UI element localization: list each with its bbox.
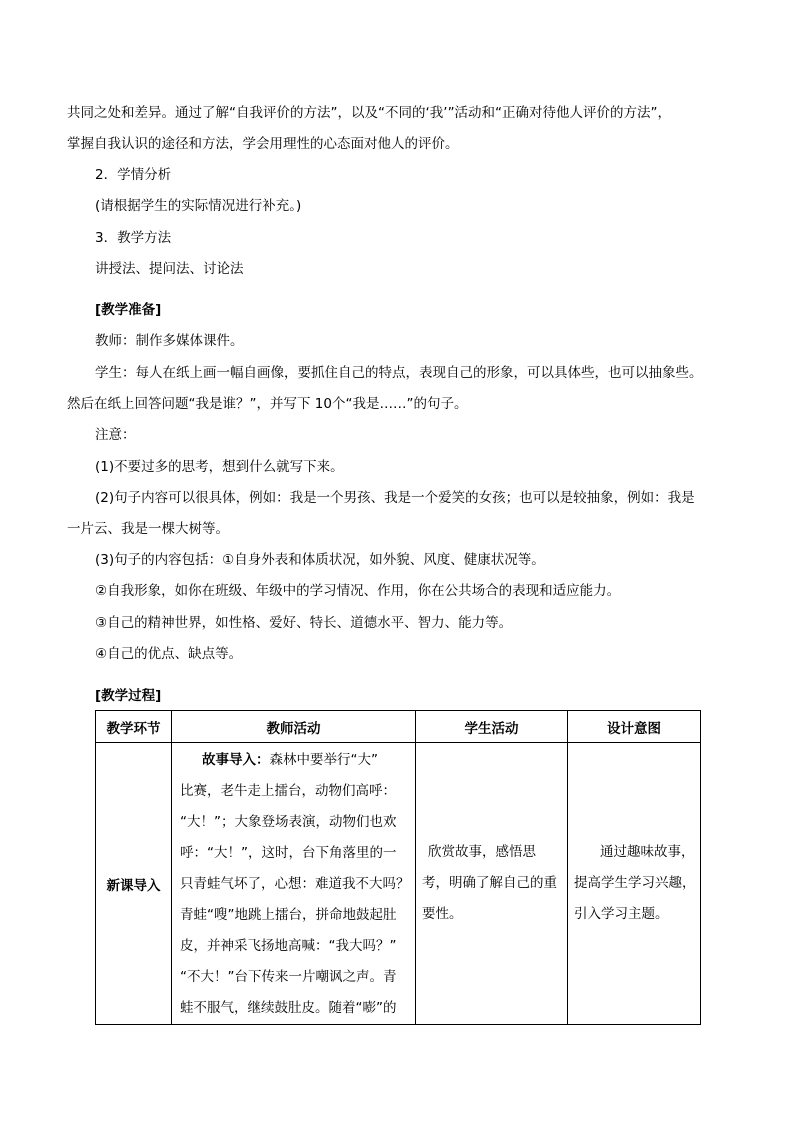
intro-line-2: 掌握自我认识的途径和方法，学会用理性的心态面对他人的评价。 bbox=[67, 136, 459, 152]
prep-teacher: 教师：制作多媒体课件。 bbox=[95, 333, 244, 349]
header-teacher-activity: 教师活动 bbox=[172, 711, 416, 743]
teacher-line: “大！”；大象登场表演，动物们也欢 bbox=[180, 814, 397, 830]
table-row bbox=[96, 743, 701, 1025]
prep-note-3c: ③自己的精神世界，如性格、爱好、特长、道德水平、智力、能力等。 bbox=[95, 615, 513, 631]
teacher-activity-cell bbox=[172, 743, 416, 1025]
teacher-line: 呼：“大！”，这时，台下角落里的一 bbox=[180, 845, 397, 861]
header-design-intent: 设计意图 bbox=[568, 711, 701, 743]
intent-line: 引入学习主题。 bbox=[574, 906, 669, 922]
student-line: 考，明确了解自己的重 bbox=[422, 875, 557, 891]
process-table-header-row bbox=[96, 711, 701, 743]
section-learning-analysis-body: (请根据学生的实际情况进行补充。) bbox=[95, 198, 302, 214]
teacher-line: 只青蛙气坏了，心想：难道我不大吗？ bbox=[180, 876, 410, 892]
section-method-body: 讲授法、提问法、讨论法 bbox=[95, 261, 244, 277]
prep-student-line-2: 然后在纸上回答问题“我是谁？”，并写下 10个“我是……”的句子。 bbox=[67, 396, 468, 412]
teacher-line: “不大！”台下传来一片嘲讽之声。青 bbox=[180, 969, 397, 985]
prep-note-3d: ④自己的优点、缺点等。 bbox=[95, 646, 243, 662]
student-line: 要性。 bbox=[422, 906, 463, 922]
intro-line-1: 共同之处和差异。通过了解“自我评价的方法”，以及“不同的‘我’”活动和“正确对待他人评价的方法”， bbox=[67, 105, 672, 121]
intent-line: 通过趣味故事， bbox=[600, 844, 695, 860]
prep-note-2-line-2: 一片云、我是一棵大树等。 bbox=[67, 521, 229, 537]
intent-line: 提高学生学习兴趣， bbox=[574, 875, 696, 891]
process-heading: [教学过程] bbox=[95, 688, 162, 704]
prep-note-3: (3)句子的内容包括：①自身外表和体质状况，如外貌、风度、健康状况等。 bbox=[95, 552, 545, 568]
prep-student-line-1: 学生：每人在纸上画一幅自画像，要抓住自己的特点，表现自己的形象，可以具体些，也可以抽象些。 bbox=[95, 365, 703, 381]
teacher-line: 比赛，老牛走上擂台，动物们高呼： bbox=[180, 783, 396, 799]
prep-note-3b: ②自我形象，如你在班级、年级中的学习情况、作用，你在公共场合的表现和适应能力。 bbox=[95, 583, 621, 599]
prep-note-1: (1)不要过多的思考，想到什么就写下来。 bbox=[95, 459, 344, 475]
teacher-line: 青蛙“嗖”地跳上擂台，拼命地鼓起肚 bbox=[180, 907, 397, 923]
student-activity-cell bbox=[416, 743, 568, 1025]
stage-cell: 新课导入 bbox=[96, 743, 172, 1025]
header-student-activity: 学生活动 bbox=[416, 711, 568, 743]
prep-heading: [教学准备] bbox=[95, 302, 162, 318]
student-line: 欣赏故事，感悟思 bbox=[428, 844, 536, 860]
design-intent-cell bbox=[568, 743, 701, 1025]
section-learning-analysis-title: 2．学情分析 bbox=[95, 167, 172, 183]
header-stage: 教学环节 bbox=[96, 711, 172, 743]
section-method-title: 3．教学方法 bbox=[95, 230, 172, 246]
prep-note-label: 注意： bbox=[95, 427, 136, 443]
process-table bbox=[95, 710, 701, 1025]
prep-note-2-line-1: (2)句子内容可以很具体，例如：我是一个男孩、我是一个爱笑的女孩；也可以是较抽象，例如：我是 bbox=[95, 490, 695, 506]
teacher-line: 皮，并神采飞扬地高喊：“我大吗？” bbox=[180, 938, 397, 954]
teacher-lead: 故事导入： bbox=[202, 752, 270, 768]
teacher-line: 蛙不服气，继续鼓肚皮。随着“嘭”的 bbox=[180, 1000, 397, 1016]
teacher-line: 森林中要举行“大” bbox=[269, 752, 378, 768]
